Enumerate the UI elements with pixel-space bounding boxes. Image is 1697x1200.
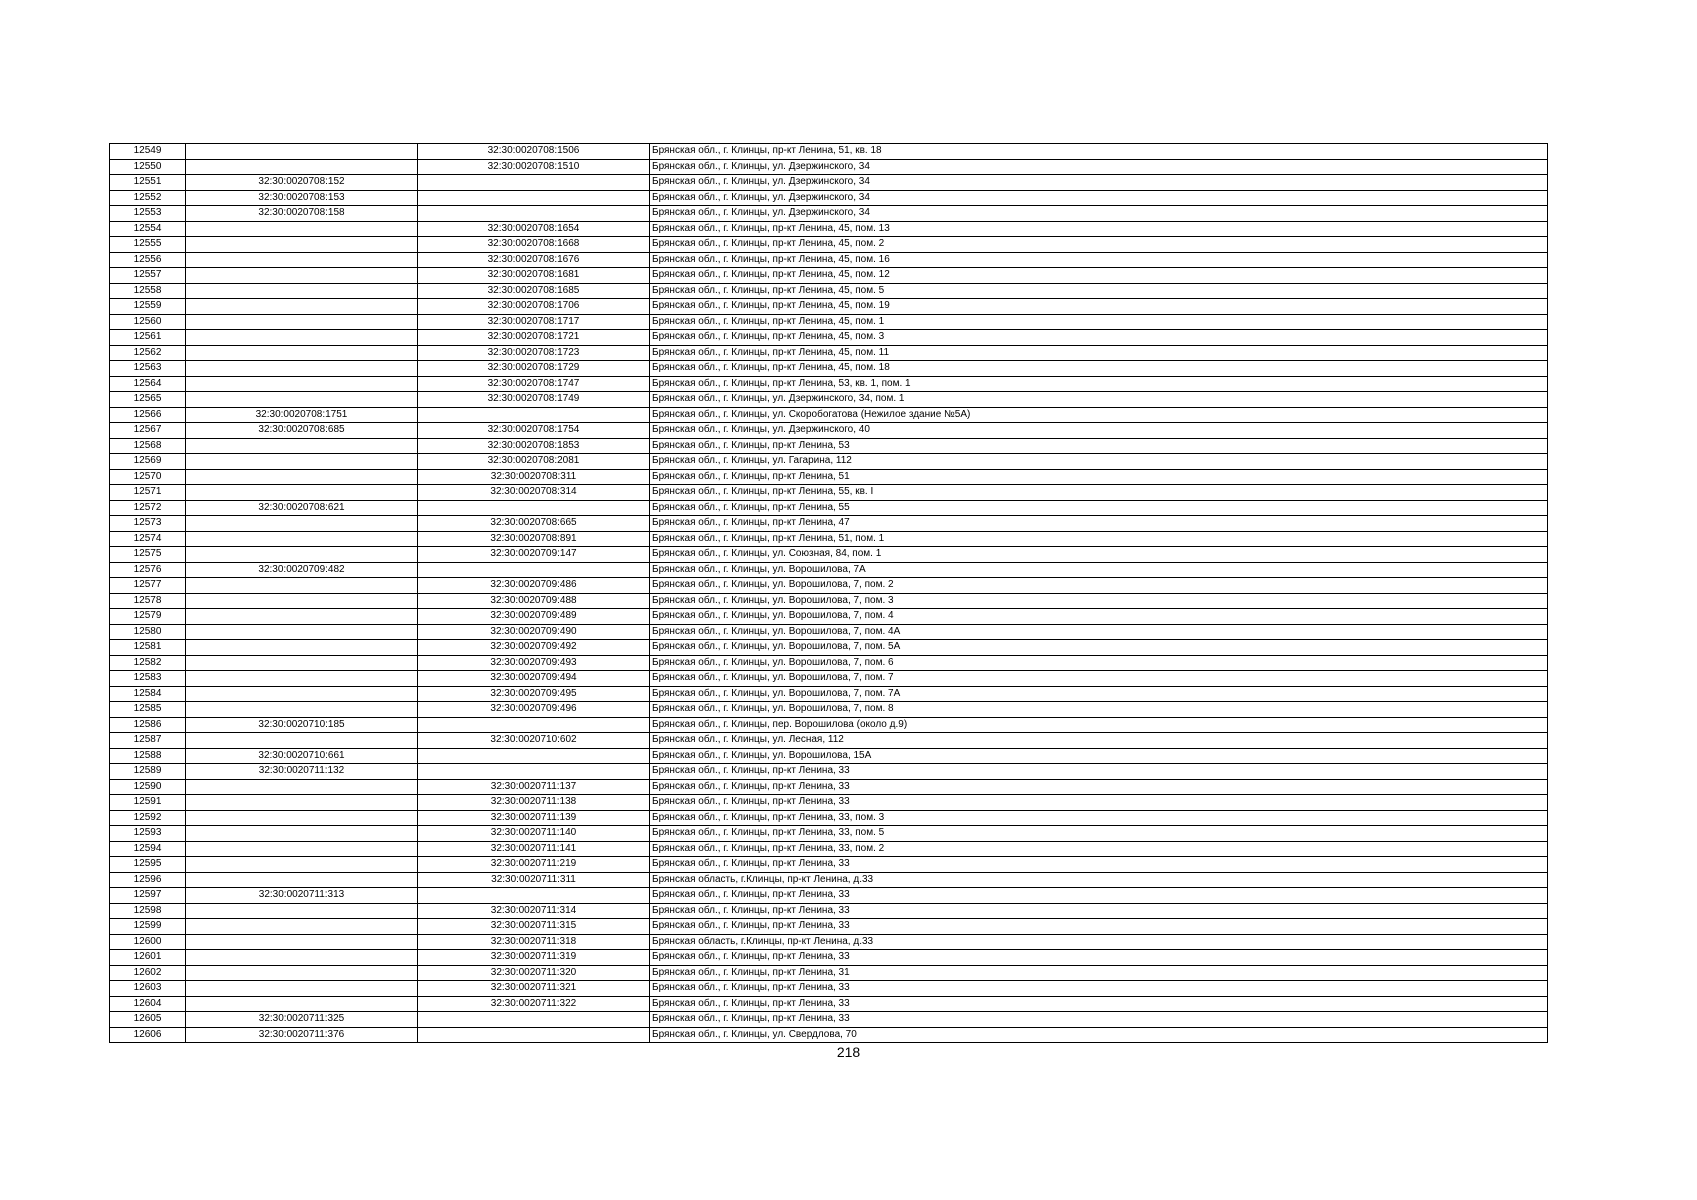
parcel-cadastral-number-cell: 32:30:0020711:325 xyxy=(186,1012,418,1028)
table-row xyxy=(110,1012,1548,1028)
parcel-cadastral-number-cell: 32:30:0020710:185 xyxy=(186,717,418,733)
row-number-cell: 12561 xyxy=(110,330,186,346)
table-row xyxy=(110,345,1548,361)
table-row xyxy=(110,872,1548,888)
address-cell: Брянская обл., г. Клинцы, ул. Ворошилова, 15А xyxy=(650,748,1548,764)
address-cell: Брянская обл., г. Клинцы, пр-кт Ленина, 33 xyxy=(650,764,1548,780)
table-row xyxy=(110,655,1548,671)
row-number-cell: 12592 xyxy=(110,810,186,826)
parcel-cadastral-number-cell xyxy=(186,438,418,454)
table-row xyxy=(110,1027,1548,1043)
row-number-cell: 12587 xyxy=(110,733,186,749)
object-cadastral-number-cell: 32:30:0020708:1754 xyxy=(418,423,650,439)
address-cell: Брянская обл., г. Клинцы, пр-кт Ленина, 47 xyxy=(650,516,1548,532)
object-cadastral-number-cell: 32:30:0020711:141 xyxy=(418,841,650,857)
address-cell: Брянская обл., г. Клинцы, пр-кт Ленина, 31 xyxy=(650,965,1548,981)
address-cell: Брянская обл., г. Клинцы, ул. Дзержинского, 34, пом. 1 xyxy=(650,392,1548,408)
table-row xyxy=(110,469,1548,485)
address-cell: Брянская обл., г. Клинцы, пр-кт Ленина, 33 xyxy=(650,857,1548,873)
table-row xyxy=(110,500,1548,516)
address-cell: Брянская обл., г. Клинцы, ул. Лесная, 112 xyxy=(650,733,1548,749)
address-cell: Брянская обл., г. Клинцы, пр-кт Ленина, 33 xyxy=(650,996,1548,1012)
object-cadastral-number-cell xyxy=(418,1027,650,1043)
parcel-cadastral-number-cell: 32:30:0020710:661 xyxy=(186,748,418,764)
table-row xyxy=(110,702,1548,718)
object-cadastral-number-cell xyxy=(418,175,650,191)
object-cadastral-number-cell: 32:30:0020711:311 xyxy=(418,872,650,888)
row-number-cell: 12562 xyxy=(110,345,186,361)
parcel-cadastral-number-cell: 32:30:0020711:132 xyxy=(186,764,418,780)
row-number-cell: 12603 xyxy=(110,981,186,997)
object-cadastral-number-cell: 32:30:0020708:1681 xyxy=(418,268,650,284)
object-cadastral-number-cell: 32:30:0020711:320 xyxy=(418,965,650,981)
address-cell: Брянская обл., г. Клинцы, пр-кт Ленина, 45, пом. 2 xyxy=(650,237,1548,253)
address-cell: Брянская обл., г. Клинцы, пр-кт Ленина, 45, пом. 5 xyxy=(650,283,1548,299)
parcel-cadastral-number-cell xyxy=(186,485,418,501)
object-cadastral-number-cell: 32:30:0020708:665 xyxy=(418,516,650,532)
address-cell: Брянская обл., г. Клинцы, пр-кт Ленина, 45, пом. 19 xyxy=(650,299,1548,315)
object-cadastral-number-cell: 32:30:0020709:492 xyxy=(418,640,650,656)
address-cell: Брянская обл., г. Клинцы, пр-кт Ленина, 55 xyxy=(650,500,1548,516)
table-row xyxy=(110,361,1548,377)
table-row xyxy=(110,454,1548,470)
table-row xyxy=(110,624,1548,640)
address-cell: Брянская обл., г. Клинцы, пр-кт Ленина, 51, пом. 1 xyxy=(650,531,1548,547)
address-cell: Брянская обл., г. Клинцы, пр-кт Ленина, 33 xyxy=(650,981,1548,997)
object-cadastral-number-cell xyxy=(418,407,650,423)
address-cell: Брянская обл., г. Клинцы, ул. Дзержинского, 34 xyxy=(650,175,1548,191)
parcel-cadastral-number-cell xyxy=(186,578,418,594)
address-cell: Брянская обл., г. Клинцы, пр-кт Ленина, 33 xyxy=(650,779,1548,795)
parcel-cadastral-number-cell xyxy=(186,237,418,253)
row-number-cell: 12571 xyxy=(110,485,186,501)
row-number-cell: 12559 xyxy=(110,299,186,315)
table-row xyxy=(110,268,1548,284)
table-row xyxy=(110,423,1548,439)
parcel-cadastral-number-cell xyxy=(186,144,418,160)
parcel-cadastral-number-cell xyxy=(186,795,418,811)
address-cell: Брянская обл., г. Клинцы, ул. Ворошилова, 7, пом. 4А xyxy=(650,624,1548,640)
object-cadastral-number-cell: 32:30:0020708:2081 xyxy=(418,454,650,470)
parcel-cadastral-number-cell xyxy=(186,919,418,935)
table-row xyxy=(110,810,1548,826)
address-cell: Брянская обл., г. Клинцы, ул. Союзная, 84, пом. 1 xyxy=(650,547,1548,563)
address-cell: Брянская обл., г. Клинцы, ул. Гагарина, 112 xyxy=(650,454,1548,470)
object-cadastral-number-cell: 32:30:0020708:1747 xyxy=(418,376,650,392)
object-cadastral-number-cell: 32:30:0020709:493 xyxy=(418,655,650,671)
parcel-cadastral-number-cell xyxy=(186,671,418,687)
address-cell: Брянская обл., г. Клинцы, пр-кт Ленина, 33, пом. 3 xyxy=(650,810,1548,826)
parcel-cadastral-number-cell xyxy=(186,655,418,671)
address-cell: Брянская обл., г. Клинцы, ул. Свердлова, 70 xyxy=(650,1027,1548,1043)
parcel-cadastral-number-cell: 32:30:0020708:1751 xyxy=(186,407,418,423)
table-row xyxy=(110,950,1548,966)
parcel-cadastral-number-cell xyxy=(186,345,418,361)
parcel-cadastral-number-cell xyxy=(186,516,418,532)
address-cell: Брянская обл., г. Клинцы, пр-кт Ленина, 33, пом. 5 xyxy=(650,826,1548,842)
table-row xyxy=(110,764,1548,780)
row-number-cell: 12593 xyxy=(110,826,186,842)
parcel-cadastral-number-cell xyxy=(186,934,418,950)
address-cell: Брянская обл., г. Клинцы, пр-кт Ленина, 45, пом. 1 xyxy=(650,314,1548,330)
table-row xyxy=(110,516,1548,532)
parcel-cadastral-number-cell xyxy=(186,361,418,377)
object-cadastral-number-cell: 32:30:0020708:1853 xyxy=(418,438,650,454)
address-cell: Брянская обл., г. Клинцы, пр-кт Ленина, 33, пом. 2 xyxy=(650,841,1548,857)
address-cell: Брянская обл., г. Клинцы, ул. Ворошилова, 7, пом. 6 xyxy=(650,655,1548,671)
object-cadastral-number-cell: 32:30:0020709:489 xyxy=(418,609,650,625)
row-number-cell: 12555 xyxy=(110,237,186,253)
row-number-cell: 12569 xyxy=(110,454,186,470)
parcel-cadastral-number-cell xyxy=(186,454,418,470)
parcel-cadastral-number-cell xyxy=(186,733,418,749)
object-cadastral-number-cell: 32:30:0020711:315 xyxy=(418,919,650,935)
object-cadastral-number-cell: 32:30:0020708:891 xyxy=(418,531,650,547)
address-cell: Брянская обл., г. Клинцы, пр-кт Ленина, 53 xyxy=(650,438,1548,454)
address-cell: Брянская обл., г. Клинцы, пер. Ворошилова (около д.9) xyxy=(650,717,1548,733)
row-number-cell: 12551 xyxy=(110,175,186,191)
page-number: 218 xyxy=(836,1044,861,1060)
row-number-cell: 12596 xyxy=(110,872,186,888)
table-row xyxy=(110,779,1548,795)
table-row xyxy=(110,795,1548,811)
address-cell: Брянская область, г.Клинцы, пр-кт Ленина, д.33 xyxy=(650,934,1548,950)
table-row xyxy=(110,314,1548,330)
table-row xyxy=(110,237,1548,253)
parcel-cadastral-number-cell xyxy=(186,252,418,268)
object-cadastral-number-cell xyxy=(418,562,650,578)
parcel-cadastral-number-cell xyxy=(186,547,418,563)
table-row xyxy=(110,857,1548,873)
row-number-cell: 12576 xyxy=(110,562,186,578)
parcel-cadastral-number-cell: 32:30:0020708:152 xyxy=(186,175,418,191)
object-cadastral-number-cell: 32:30:0020708:1510 xyxy=(418,159,650,175)
object-cadastral-number-cell: 32:30:0020708:1506 xyxy=(418,144,650,160)
address-cell: Брянская область, г.Клинцы, пр-кт Ленина, д.33 xyxy=(650,872,1548,888)
parcel-cadastral-number-cell: 32:30:0020708:158 xyxy=(186,206,418,222)
object-cadastral-number-cell xyxy=(418,500,650,516)
row-number-cell: 12552 xyxy=(110,190,186,206)
parcel-cadastral-number-cell xyxy=(186,965,418,981)
parcel-cadastral-number-cell xyxy=(186,159,418,175)
address-cell: Брянская обл., г. Клинцы, пр-кт Ленина, 33 xyxy=(650,1012,1548,1028)
row-number-cell: 12606 xyxy=(110,1027,186,1043)
parcel-cadastral-number-cell xyxy=(186,469,418,485)
table-row xyxy=(110,190,1548,206)
table-row xyxy=(110,562,1548,578)
parcel-cadastral-number-cell xyxy=(186,330,418,346)
registry-table xyxy=(109,143,1548,1043)
table-row xyxy=(110,221,1548,237)
row-number-cell: 12605 xyxy=(110,1012,186,1028)
address-cell: Брянская обл., г. Клинцы, ул. Ворошилова, 7, пом. 8 xyxy=(650,702,1548,718)
parcel-cadastral-number-cell xyxy=(186,779,418,795)
row-number-cell: 12567 xyxy=(110,423,186,439)
row-number-cell: 12570 xyxy=(110,469,186,485)
parcel-cadastral-number-cell xyxy=(186,609,418,625)
row-number-cell: 12574 xyxy=(110,531,186,547)
table-row xyxy=(110,981,1548,997)
table-row xyxy=(110,841,1548,857)
parcel-cadastral-number-cell xyxy=(186,640,418,656)
parcel-cadastral-number-cell xyxy=(186,593,418,609)
row-number-cell: 12604 xyxy=(110,996,186,1012)
object-cadastral-number-cell xyxy=(418,206,650,222)
object-cadastral-number-cell: 32:30:0020710:602 xyxy=(418,733,650,749)
object-cadastral-number-cell xyxy=(418,190,650,206)
object-cadastral-number-cell: 32:30:0020708:314 xyxy=(418,485,650,501)
row-number-cell: 12560 xyxy=(110,314,186,330)
table-row xyxy=(110,934,1548,950)
object-cadastral-number-cell: 32:30:0020708:1654 xyxy=(418,221,650,237)
table-row xyxy=(110,919,1548,935)
address-cell: Брянская обл., г. Клинцы, пр-кт Ленина, 45, пом. 11 xyxy=(650,345,1548,361)
row-number-cell: 12549 xyxy=(110,144,186,160)
address-cell: Брянская обл., г. Клинцы, пр-кт Ленина, 45, пом. 13 xyxy=(650,221,1548,237)
parcel-cadastral-number-cell: 32:30:0020709:482 xyxy=(186,562,418,578)
parcel-cadastral-number-cell xyxy=(186,841,418,857)
row-number-cell: 12595 xyxy=(110,857,186,873)
parcel-cadastral-number-cell: 32:30:0020711:313 xyxy=(186,888,418,904)
object-cadastral-number-cell: 32:30:0020708:1723 xyxy=(418,345,650,361)
object-cadastral-number-cell: 32:30:0020711:318 xyxy=(418,934,650,950)
address-cell: Брянская обл., г. Клинцы, пр-кт Ленина, 33 xyxy=(650,795,1548,811)
object-cadastral-number-cell: 32:30:0020708:1706 xyxy=(418,299,650,315)
parcel-cadastral-number-cell xyxy=(186,314,418,330)
address-cell: Брянская обл., г. Клинцы, ул. Ворошилова, 7, пом. 3 xyxy=(650,593,1548,609)
table-row xyxy=(110,299,1548,315)
row-number-cell: 12550 xyxy=(110,159,186,175)
table-row xyxy=(110,407,1548,423)
object-cadastral-number-cell: 32:30:0020711:321 xyxy=(418,981,650,997)
object-cadastral-number-cell xyxy=(418,764,650,780)
row-number-cell: 12565 xyxy=(110,392,186,408)
row-number-cell: 12598 xyxy=(110,903,186,919)
address-cell: Брянская обл., г. Клинцы, пр-кт Ленина, 33 xyxy=(650,950,1548,966)
parcel-cadastral-number-cell xyxy=(186,702,418,718)
parcel-cadastral-number-cell xyxy=(186,872,418,888)
object-cadastral-number-cell xyxy=(418,1012,650,1028)
object-cadastral-number-cell: 32:30:0020708:1676 xyxy=(418,252,650,268)
address-cell: Брянская обл., г. Клинцы, ул. Дзержинского, 40 xyxy=(650,423,1548,439)
table-row xyxy=(110,686,1548,702)
row-number-cell: 12573 xyxy=(110,516,186,532)
row-number-cell: 12585 xyxy=(110,702,186,718)
row-number-cell: 12575 xyxy=(110,547,186,563)
address-cell: Брянская обл., г. Клинцы, ул. Ворошилова, 7, пом. 2 xyxy=(650,578,1548,594)
parcel-cadastral-number-cell xyxy=(186,903,418,919)
row-number-cell: 12580 xyxy=(110,624,186,640)
table-row xyxy=(110,593,1548,609)
table-row xyxy=(110,640,1548,656)
object-cadastral-number-cell: 32:30:0020708:311 xyxy=(418,469,650,485)
table-row xyxy=(110,717,1548,733)
address-cell: Брянская обл., г. Клинцы, ул. Ворошилова, 7, пом. 7 xyxy=(650,671,1548,687)
parcel-cadastral-number-cell xyxy=(186,996,418,1012)
row-number-cell: 12557 xyxy=(110,268,186,284)
address-cell: Брянская обл., г. Клинцы, ул. Дзержинского, 34 xyxy=(650,190,1548,206)
address-cell: Брянская обл., г. Клинцы, пр-кт Ленина, 33 xyxy=(650,903,1548,919)
table-row xyxy=(110,376,1548,392)
parcel-cadastral-number-cell xyxy=(186,221,418,237)
row-number-cell: 12588 xyxy=(110,748,186,764)
table-row xyxy=(110,748,1548,764)
address-cell: Брянская обл., г. Клинцы, ул. Скоробогатова (Нежилое здание №5А) xyxy=(650,407,1548,423)
address-cell: Брянская обл., г. Клинцы, пр-кт Ленина, 45, пом. 18 xyxy=(650,361,1548,377)
table-row xyxy=(110,283,1548,299)
parcel-cadastral-number-cell xyxy=(186,826,418,842)
table-row xyxy=(110,531,1548,547)
row-number-cell: 12558 xyxy=(110,283,186,299)
row-number-cell: 12553 xyxy=(110,206,186,222)
row-number-cell: 12554 xyxy=(110,221,186,237)
registry-table-body xyxy=(110,144,1548,1043)
address-cell: Брянская обл., г. Клинцы, ул. Ворошилова, 7А xyxy=(650,562,1548,578)
address-cell: Брянская обл., г. Клинцы, пр-кт Ленина, 53, кв. 1, пом. 1 xyxy=(650,376,1548,392)
table-row xyxy=(110,996,1548,1012)
address-cell: Брянская обл., г. Клинцы, пр-кт Ленина, 33 xyxy=(650,888,1548,904)
object-cadastral-number-cell: 32:30:0020711:139 xyxy=(418,810,650,826)
object-cadastral-number-cell xyxy=(418,888,650,904)
address-cell: Брянская обл., г. Клинцы, ул. Ворошилова, 7, пом. 5А xyxy=(650,640,1548,656)
table-row xyxy=(110,438,1548,454)
row-number-cell: 12594 xyxy=(110,841,186,857)
row-number-cell: 12597 xyxy=(110,888,186,904)
table-row xyxy=(110,547,1548,563)
table-row xyxy=(110,144,1548,160)
row-number-cell: 12578 xyxy=(110,593,186,609)
table-row xyxy=(110,965,1548,981)
object-cadastral-number-cell: 32:30:0020711:219 xyxy=(418,857,650,873)
object-cadastral-number-cell: 32:30:0020709:490 xyxy=(418,624,650,640)
object-cadastral-number-cell: 32:30:0020709:495 xyxy=(418,686,650,702)
object-cadastral-number-cell: 32:30:0020711:140 xyxy=(418,826,650,842)
object-cadastral-number-cell: 32:30:0020709:488 xyxy=(418,593,650,609)
address-cell: Брянская обл., г. Клинцы, пр-кт Ленина, 45, пом. 12 xyxy=(650,268,1548,284)
row-number-cell: 12602 xyxy=(110,965,186,981)
table-row xyxy=(110,159,1548,175)
object-cadastral-number-cell: 32:30:0020711:322 xyxy=(418,996,650,1012)
parcel-cadastral-number-cell xyxy=(186,299,418,315)
row-number-cell: 12572 xyxy=(110,500,186,516)
row-number-cell: 12599 xyxy=(110,919,186,935)
object-cadastral-number-cell: 32:30:0020708:1749 xyxy=(418,392,650,408)
row-number-cell: 12577 xyxy=(110,578,186,594)
row-number-cell: 12591 xyxy=(110,795,186,811)
object-cadastral-number-cell xyxy=(418,717,650,733)
address-cell: Брянская обл., г. Клинцы, пр-кт Ленина, 33 xyxy=(650,919,1548,935)
table-row xyxy=(110,392,1548,408)
object-cadastral-number-cell: 32:30:0020709:494 xyxy=(418,671,650,687)
table-row xyxy=(110,485,1548,501)
address-cell: Брянская обл., г. Клинцы, пр-кт Ленина, 45, пом. 16 xyxy=(650,252,1548,268)
parcel-cadastral-number-cell xyxy=(186,624,418,640)
parcel-cadastral-number-cell xyxy=(186,376,418,392)
object-cadastral-number-cell: 32:30:0020711:137 xyxy=(418,779,650,795)
row-number-cell: 12590 xyxy=(110,779,186,795)
table-row xyxy=(110,252,1548,268)
row-number-cell: 12586 xyxy=(110,717,186,733)
row-number-cell: 12579 xyxy=(110,609,186,625)
object-cadastral-number-cell: 32:30:0020708:1729 xyxy=(418,361,650,377)
parcel-cadastral-number-cell xyxy=(186,283,418,299)
parcel-cadastral-number-cell xyxy=(186,686,418,702)
address-cell: Брянская обл., г. Клинцы, ул. Ворошилова, 7, пом. 7А xyxy=(650,686,1548,702)
table-row xyxy=(110,826,1548,842)
row-number-cell: 12556 xyxy=(110,252,186,268)
parcel-cadastral-number-cell: 32:30:0020708:685 xyxy=(186,423,418,439)
row-number-cell: 12601 xyxy=(110,950,186,966)
address-cell: Брянская обл., г. Клинцы, пр-кт Ленина, 51, кв. 18 xyxy=(650,144,1548,160)
address-cell: Брянская обл., г. Клинцы, ул. Дзержинского, 34 xyxy=(650,159,1548,175)
table-row xyxy=(110,671,1548,687)
row-number-cell: 12582 xyxy=(110,655,186,671)
table-row xyxy=(110,206,1548,222)
row-number-cell: 12568 xyxy=(110,438,186,454)
table-row xyxy=(110,330,1548,346)
object-cadastral-number-cell: 32:30:0020708:1721 xyxy=(418,330,650,346)
parcel-cadastral-number-cell xyxy=(186,392,418,408)
row-number-cell: 12584 xyxy=(110,686,186,702)
parcel-cadastral-number-cell: 32:30:0020708:621 xyxy=(186,500,418,516)
object-cadastral-number-cell: 32:30:0020709:496 xyxy=(418,702,650,718)
row-number-cell: 12600 xyxy=(110,934,186,950)
row-number-cell: 12564 xyxy=(110,376,186,392)
parcel-cadastral-number-cell xyxy=(186,810,418,826)
row-number-cell: 12583 xyxy=(110,671,186,687)
table-row xyxy=(110,578,1548,594)
object-cadastral-number-cell: 32:30:0020708:1717 xyxy=(418,314,650,330)
row-number-cell: 12589 xyxy=(110,764,186,780)
address-cell: Брянская обл., г. Клинцы, пр-кт Ленина, 51 xyxy=(650,469,1548,485)
parcel-cadastral-number-cell xyxy=(186,857,418,873)
parcel-cadastral-number-cell xyxy=(186,981,418,997)
row-number-cell: 12566 xyxy=(110,407,186,423)
parcel-cadastral-number-cell xyxy=(186,268,418,284)
object-cadastral-number-cell xyxy=(418,748,650,764)
object-cadastral-number-cell: 32:30:0020711:138 xyxy=(418,795,650,811)
object-cadastral-number-cell: 32:30:0020708:1668 xyxy=(418,237,650,253)
parcel-cadastral-number-cell xyxy=(186,531,418,547)
parcel-cadastral-number-cell: 32:30:0020711:376 xyxy=(186,1027,418,1043)
address-cell: Брянская обл., г. Клинцы, пр-кт Ленина, 45, пом. 3 xyxy=(650,330,1548,346)
row-number-cell: 12581 xyxy=(110,640,186,656)
parcel-cadastral-number-cell xyxy=(186,950,418,966)
address-cell: Брянская обл., г. Клинцы, пр-кт Ленина, 55, кв. I xyxy=(650,485,1548,501)
parcel-cadastral-number-cell: 32:30:0020708:153 xyxy=(186,190,418,206)
table-row xyxy=(110,175,1548,191)
object-cadastral-number-cell: 32:30:0020711:319 xyxy=(418,950,650,966)
object-cadastral-number-cell: 32:30:0020711:314 xyxy=(418,903,650,919)
table-row xyxy=(110,733,1548,749)
address-cell: Брянская обл., г. Клинцы, ул. Дзержинского, 34 xyxy=(650,206,1548,222)
table-row xyxy=(110,903,1548,919)
object-cadastral-number-cell: 32:30:0020709:147 xyxy=(418,547,650,563)
address-cell: Брянская обл., г. Клинцы, ул. Ворошилова, 7, пом. 4 xyxy=(650,609,1548,625)
object-cadastral-number-cell: 32:30:0020709:486 xyxy=(418,578,650,594)
row-number-cell: 12563 xyxy=(110,361,186,377)
table-row xyxy=(110,888,1548,904)
table-row xyxy=(110,609,1548,625)
object-cadastral-number-cell: 32:30:0020708:1685 xyxy=(418,283,650,299)
